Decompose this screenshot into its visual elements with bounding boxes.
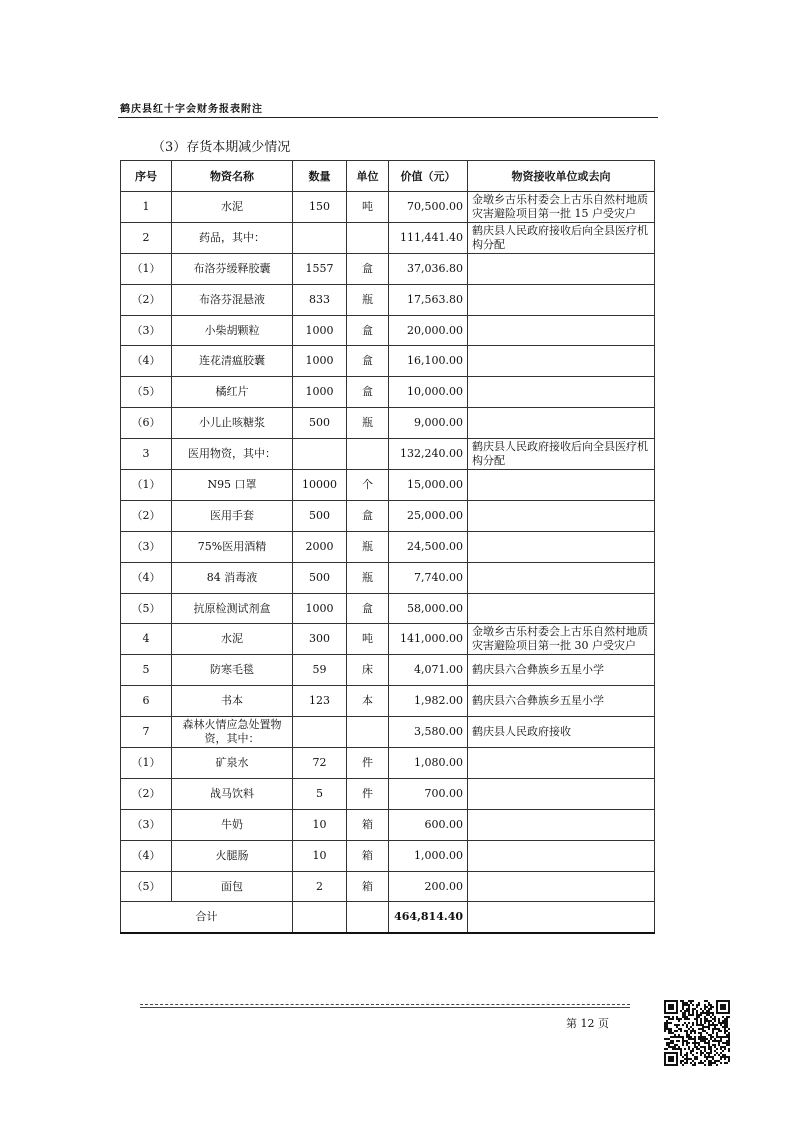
row-dest — [468, 500, 655, 531]
table-row — [121, 500, 655, 531]
row-no: （3） — [121, 531, 172, 562]
row-no: （1） — [121, 253, 172, 284]
row-qty: 1000 — [293, 377, 347, 408]
row-no: （4） — [121, 562, 172, 593]
row-name: 水泥 — [172, 192, 293, 223]
row-name: 水泥 — [172, 624, 293, 655]
row-no: （1） — [121, 748, 172, 779]
row-name: 火腿肠 — [172, 840, 293, 871]
row-value: 24,500.00 — [389, 531, 468, 562]
row-no: 2 — [121, 222, 172, 253]
row-no: 6 — [121, 686, 172, 717]
table-row — [121, 562, 655, 593]
row-no: 5 — [121, 655, 172, 686]
footer-rule — [140, 1007, 630, 1008]
table-row — [121, 717, 655, 748]
row-name: 战马饮料 — [172, 778, 293, 809]
row-qty: 10 — [293, 809, 347, 840]
row-qty: 72 — [293, 748, 347, 779]
row-qty: 5 — [293, 778, 347, 809]
row-unit: 个 — [347, 470, 389, 501]
total-empty-cell — [468, 902, 655, 933]
table-row — [121, 871, 655, 902]
row-unit: 瓶 — [347, 562, 389, 593]
table-row — [121, 253, 655, 284]
row-unit: 箱 — [347, 809, 389, 840]
col-header-no: 序号 — [121, 161, 172, 192]
row-unit — [347, 439, 389, 470]
row-value: 700.00 — [389, 778, 468, 809]
row-name: 面包 — [172, 871, 293, 902]
row-name: 牛奶 — [172, 809, 293, 840]
table-row — [121, 470, 655, 501]
total-row — [121, 902, 655, 933]
row-name: 布洛芬混悬液 — [172, 284, 293, 315]
row-unit: 盒 — [347, 500, 389, 531]
row-unit: 件 — [347, 778, 389, 809]
col-header-dest: 物资接收单位或去向 — [468, 161, 655, 192]
row-no: （4） — [121, 840, 172, 871]
row-dest: 鹤庆县人民政府接收后向全县医疗机构分配 — [468, 439, 655, 470]
row-unit: 吨 — [347, 624, 389, 655]
row-qty: 59 — [293, 655, 347, 686]
row-qty: 2 — [293, 871, 347, 902]
table-row — [121, 439, 655, 470]
row-qty: 1000 — [293, 315, 347, 346]
row-name: 矿泉水 — [172, 748, 293, 779]
table-row — [121, 377, 655, 408]
row-dest — [468, 748, 655, 779]
table-row — [121, 778, 655, 809]
total-value: 464,814.40 — [389, 902, 468, 933]
row-name: 84 消毒液 — [172, 562, 293, 593]
row-no: （5） — [121, 871, 172, 902]
row-qty: 10000 — [293, 470, 347, 501]
row-dest — [468, 562, 655, 593]
row-name: 书本 — [172, 686, 293, 717]
table-header-row — [121, 161, 655, 192]
row-dest — [468, 377, 655, 408]
table-row — [121, 408, 655, 439]
table-row — [121, 192, 655, 223]
row-no: （3） — [121, 315, 172, 346]
row-value: 25,000.00 — [389, 500, 468, 531]
row-name: 森林火情应急处置物资，其中： — [172, 717, 293, 748]
table-row — [121, 840, 655, 871]
row-unit: 箱 — [347, 840, 389, 871]
row-value: 70,500.00 — [389, 192, 468, 223]
row-qty: 500 — [293, 500, 347, 531]
inventory-decrease-table — [120, 160, 655, 934]
row-dest — [468, 809, 655, 840]
row-dest — [468, 408, 655, 439]
row-qty — [293, 222, 347, 253]
row-dest — [468, 470, 655, 501]
row-name: 医用物资，其中： — [172, 439, 293, 470]
row-dest — [468, 253, 655, 284]
row-unit: 盒 — [347, 253, 389, 284]
row-value: 141,000.00 — [389, 624, 468, 655]
row-dest: 鹤庆县人民政府接收 — [468, 717, 655, 748]
table-row — [121, 593, 655, 624]
row-qty — [293, 717, 347, 748]
qr-code-icon — [664, 1000, 730, 1066]
row-name: 连花清瘟胶囊 — [172, 346, 293, 377]
row-name: 75%医用酒精 — [172, 531, 293, 562]
row-value: 200.00 — [389, 871, 468, 902]
row-dest — [468, 346, 655, 377]
row-dest: 金墩乡古乐村委会上古乐自然村地质灾害避险项目第一批 30 户受灾户 — [468, 624, 655, 655]
row-qty: 833 — [293, 284, 347, 315]
total-label: 合计 — [121, 902, 293, 933]
row-unit: 盒 — [347, 377, 389, 408]
row-dest — [468, 778, 655, 809]
row-no: 3 — [121, 439, 172, 470]
row-unit — [347, 717, 389, 748]
row-name: N95 口罩 — [172, 470, 293, 501]
header-rule — [118, 117, 658, 118]
row-dest — [468, 593, 655, 624]
row-no: （3） — [121, 809, 172, 840]
page-number: 第 12 页 — [566, 1017, 609, 1030]
row-name: 抗原检测试剂盒 — [172, 593, 293, 624]
row-qty: 1000 — [293, 346, 347, 377]
row-no: 7 — [121, 717, 172, 748]
row-dest — [468, 531, 655, 562]
row-dest: 鹤庆县六合彝族乡五星小学 — [468, 655, 655, 686]
row-unit: 盒 — [347, 315, 389, 346]
row-dest: 鹤庆县人民政府接收后向全县医疗机构分配 — [468, 222, 655, 253]
row-dest: 鹤庆县六合彝族乡五星小学 — [468, 686, 655, 717]
table-row — [121, 686, 655, 717]
row-qty — [293, 439, 347, 470]
row-value: 17,563.80 — [389, 284, 468, 315]
row-no: （2） — [121, 284, 172, 315]
total-empty-cell — [347, 902, 389, 933]
row-value: 10,000.00 — [389, 377, 468, 408]
footer-rule — [140, 1004, 630, 1005]
section-title: （3）存货本期减少情况 — [152, 140, 291, 155]
row-value: 9,000.00 — [389, 408, 468, 439]
row-unit: 瓶 — [347, 284, 389, 315]
total-empty-cell — [293, 902, 347, 933]
row-dest — [468, 871, 655, 902]
row-qty: 300 — [293, 624, 347, 655]
row-no: （5） — [121, 377, 172, 408]
row-name: 小儿止咳糖浆 — [172, 408, 293, 439]
table-row — [121, 655, 655, 686]
row-unit: 瓶 — [347, 531, 389, 562]
row-no: 4 — [121, 624, 172, 655]
col-header-unit: 单位 — [347, 161, 389, 192]
row-no: （6） — [121, 408, 172, 439]
row-value: 111,441.40 — [389, 222, 468, 253]
row-value: 1,000.00 — [389, 840, 468, 871]
row-unit — [347, 222, 389, 253]
row-unit: 本 — [347, 686, 389, 717]
row-no: （5） — [121, 593, 172, 624]
row-unit: 箱 — [347, 871, 389, 902]
table-row — [121, 531, 655, 562]
row-value: 4,071.00 — [389, 655, 468, 686]
row-qty: 10 — [293, 840, 347, 871]
row-qty: 2000 — [293, 531, 347, 562]
table-row — [121, 315, 655, 346]
row-qty: 150 — [293, 192, 347, 223]
row-qty: 1000 — [293, 593, 347, 624]
col-header-qty: 数量 — [293, 161, 347, 192]
row-dest — [468, 840, 655, 871]
row-name: 防寒毛毯 — [172, 655, 293, 686]
row-no: （2） — [121, 500, 172, 531]
row-value: 1,080.00 — [389, 748, 468, 779]
row-value: 58,000.00 — [389, 593, 468, 624]
table-row — [121, 222, 655, 253]
row-value: 1,982.00 — [389, 686, 468, 717]
row-unit: 盒 — [347, 346, 389, 377]
row-value: 37,036.80 — [389, 253, 468, 284]
document-header-title: 鹤庆县红十字会财务报表附注 — [120, 104, 263, 115]
row-no: 1 — [121, 192, 172, 223]
row-no: （2） — [121, 778, 172, 809]
row-value: 16,100.00 — [389, 346, 468, 377]
row-unit: 吨 — [347, 192, 389, 223]
row-unit: 瓶 — [347, 408, 389, 439]
row-no: （1） — [121, 470, 172, 501]
row-qty: 1557 — [293, 253, 347, 284]
row-unit: 床 — [347, 655, 389, 686]
row-value: 20,000.00 — [389, 315, 468, 346]
row-name: 药品，其中： — [172, 222, 293, 253]
row-name: 橘红片 — [172, 377, 293, 408]
table-row — [121, 624, 655, 655]
row-qty: 123 — [293, 686, 347, 717]
col-header-value: 价值（元） — [389, 161, 468, 192]
row-no: （4） — [121, 346, 172, 377]
row-value: 7,740.00 — [389, 562, 468, 593]
row-name: 小柴胡颗粒 — [172, 315, 293, 346]
row-dest — [468, 284, 655, 315]
row-value: 15,000.00 — [389, 470, 468, 501]
table-row — [121, 284, 655, 315]
row-value: 3,580.00 — [389, 717, 468, 748]
row-dest: 金墩乡古乐村委会上古乐自然村地质灾害避险项目第一批 15 户受灾户 — [468, 192, 655, 223]
row-name: 医用手套 — [172, 500, 293, 531]
row-name: 布洛芬缓释胶囊 — [172, 253, 293, 284]
row-value: 600.00 — [389, 809, 468, 840]
table-row — [121, 748, 655, 779]
table-row — [121, 809, 655, 840]
col-header-name: 物资名称 — [172, 161, 293, 192]
row-dest — [468, 315, 655, 346]
row-qty: 500 — [293, 408, 347, 439]
table-row — [121, 346, 655, 377]
row-unit: 盒 — [347, 593, 389, 624]
row-unit: 件 — [347, 748, 389, 779]
row-qty: 500 — [293, 562, 347, 593]
row-value: 132,240.00 — [389, 439, 468, 470]
